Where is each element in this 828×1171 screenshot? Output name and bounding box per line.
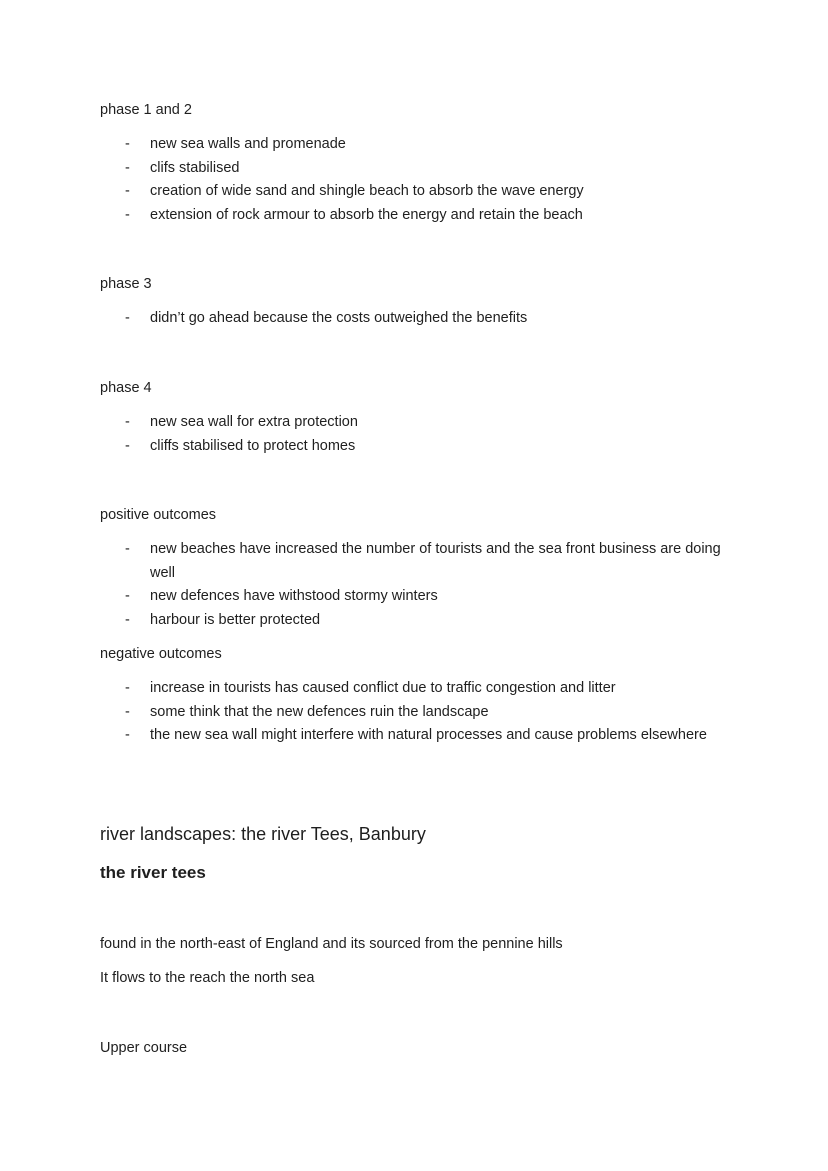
list-item: - new defences have withstood stormy winters (0, 585, 828, 609)
dash-marker: - (125, 727, 130, 743)
phase-1-2-heading: phase 1 and 2 (100, 102, 192, 118)
dash-marker: - (125, 703, 130, 720)
dash-marker: - (125, 437, 130, 454)
list-item: - new beaches have increased the number of tourists and the sea front business are doing well (0, 538, 828, 585)
negative-outcomes-list (0, 677, 828, 748)
river-flow-paragraph: It flows to the reach the north sea (100, 970, 315, 986)
list-item: - extension of rock armour to absorb the energy and retain the beach (0, 204, 828, 228)
list-item: - increase in tourists has caused conflict due to traffic congestion and litter (0, 677, 828, 701)
phase-3-heading: phase 3 (100, 276, 152, 292)
list-item: - harbour is better protected (0, 609, 828, 633)
river-description-paragraph: found in the north-east of England and its sourced from the pennine hills (100, 936, 563, 952)
phase-4-heading: phase 4 (100, 380, 152, 396)
dash-marker: - (125, 611, 130, 628)
phase-3-list (0, 307, 828, 331)
dash-marker: - (125, 183, 130, 199)
dash-marker: - (125, 588, 130, 604)
list-item: - clifs stabilised (0, 157, 828, 181)
dash-marker: - (125, 310, 130, 326)
positive-outcomes-list (0, 538, 828, 632)
dash-marker: - (125, 159, 130, 176)
dash-marker: - (125, 136, 130, 152)
list-item: - the new sea wall might interfere with natural processes and cause problems elsewhere (0, 724, 828, 748)
list-item: - creation of wide sand and shingle beach to absorb the wave energy (0, 180, 828, 204)
river-section-title: river landscapes: the river Tees, Banbury (100, 824, 426, 844)
river-tees-subtitle: the river tees (100, 863, 206, 882)
positive-outcomes-heading: positive outcomes (100, 507, 217, 523)
list-item: - cliffs stabilised to protect homes (0, 435, 828, 459)
dash-marker: - (125, 414, 130, 430)
negative-outcomes-heading: negative outcomes (100, 646, 222, 662)
upper-course-heading: Upper course (100, 1040, 188, 1056)
phase-4-list (0, 411, 828, 458)
list-item: - new sea wall for extra protection (0, 411, 828, 435)
list-item: - some think that the new defences ruin the landscape (0, 701, 828, 725)
phase-1-2-list (0, 133, 828, 227)
list-item: - didn’t go ahead because the costs outweighed the benefits (0, 307, 828, 331)
dash-marker: - (125, 541, 130, 557)
dash-marker: - (125, 680, 130, 696)
list-item: - new sea walls and promenade (0, 133, 828, 157)
dash-marker: - (125, 206, 130, 223)
